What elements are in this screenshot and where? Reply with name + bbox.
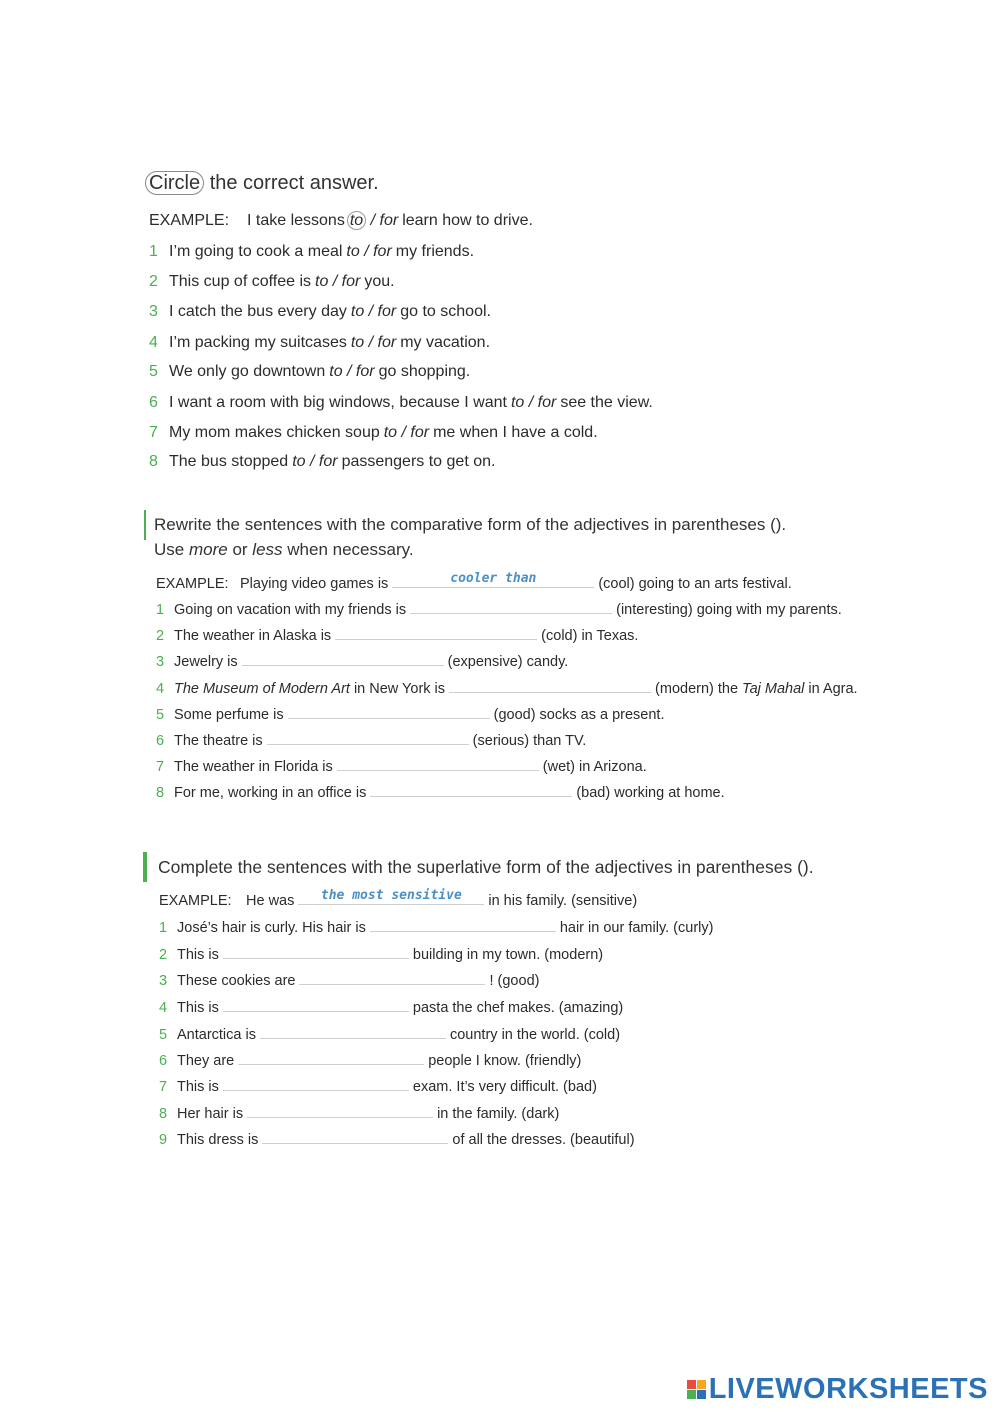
question-text-end: building in my town. (modern)	[412, 947, 604, 963]
answer-blank[interactable]	[335, 625, 537, 640]
question-number: 2	[149, 273, 158, 290]
question-row	[149, 363, 470, 381]
answer-choice[interactable]: to / for	[315, 273, 361, 290]
question-text: Going on vacation with my friends is	[174, 602, 407, 618]
section2-title-line2	[154, 540, 414, 560]
question-number: 6	[156, 733, 165, 749]
question-text-end: (wet) in Arizona.	[542, 759, 647, 775]
question-text: I’m packing my suitcases	[169, 334, 347, 351]
answer-choice[interactable]: to / for	[350, 334, 397, 351]
section3-title: Complete the sentences with the superlative form of the adjectives in parentheses ().	[158, 857, 814, 877]
question-text: Jewelry is	[174, 654, 238, 670]
answer-blank[interactable]	[238, 1050, 424, 1065]
example-label: EXAMPLE:	[149, 212, 230, 229]
question-text-end: exam. It’s very difficult. (bad)	[412, 1079, 597, 1095]
question-text-end: go shopping.	[378, 363, 471, 380]
example-text-end: learn how to drive.	[402, 212, 533, 229]
example-answer-blank	[298, 890, 484, 905]
question-text: in New York is	[353, 681, 446, 697]
answer-blank[interactable]	[267, 730, 469, 745]
question-row	[149, 243, 474, 261]
example-answer-blank	[392, 573, 594, 588]
question-row	[149, 273, 395, 291]
example-text-end: (cool) going to an arts festival.	[598, 576, 792, 592]
example-row	[149, 212, 533, 230]
question-text-end: my vacation.	[400, 334, 491, 351]
question-text-end: me when I have a cold.	[433, 424, 598, 441]
example-answer: cooler than	[450, 571, 537, 586]
example-choice-rest: / for	[370, 212, 399, 229]
logo-square	[697, 1380, 706, 1389]
question-row	[159, 1129, 635, 1148]
section1-title	[145, 172, 379, 195]
question-number: 7	[159, 1079, 168, 1095]
answer-blank[interactable]	[223, 944, 409, 959]
question-text-end: go to school.	[400, 303, 491, 320]
question-text-end: people I know. (friendly)	[428, 1053, 582, 1069]
question-text-end: (cold) in Texas.	[541, 628, 639, 644]
question-text-end: (expensive) candy.	[447, 654, 569, 670]
question-text-end: hair in our family. (curly)	[559, 920, 714, 936]
question-number: 8	[159, 1106, 168, 1122]
title-word: when necessary.	[287, 540, 414, 559]
question-number: 8	[149, 453, 158, 470]
question-row	[159, 1103, 559, 1122]
question-text: The weather in Alaska is	[174, 628, 332, 644]
question-text: This is	[177, 1079, 219, 1095]
question-number: 2	[159, 947, 168, 963]
question-number: 6	[149, 394, 158, 411]
question-number: 4	[149, 334, 158, 351]
question-row	[156, 704, 664, 723]
question-text-end: ! (good)	[489, 973, 540, 989]
question-row	[156, 730, 586, 749]
question-row	[149, 424, 598, 442]
example-label: EXAMPLE:	[156, 576, 229, 592]
question-row	[156, 625, 638, 644]
answer-blank[interactable]	[262, 1129, 448, 1144]
answer-blank[interactable]	[449, 678, 651, 693]
question-number: 8	[156, 785, 165, 801]
question-text: Her hair is	[177, 1106, 244, 1122]
question-number: 3	[149, 303, 158, 320]
question-text: They are	[177, 1053, 235, 1069]
section2-title-line1: Rewrite the sentences with the comparative form of the adjectives in parentheses ().	[154, 515, 787, 534]
question-number: 3	[159, 973, 168, 989]
section-marker	[143, 852, 147, 882]
example-row	[159, 890, 637, 909]
answer-blank[interactable]	[223, 997, 409, 1012]
example-text-end: in his family. (sensitive)	[488, 893, 638, 909]
logo-square	[697, 1390, 706, 1399]
question-row	[149, 334, 490, 352]
answer-blank[interactable]	[410, 599, 612, 614]
question-text-end: (good) socks as a present.	[493, 707, 665, 723]
question-number: 4	[159, 1000, 168, 1016]
question-number: 9	[159, 1132, 168, 1148]
example-text: He was	[246, 893, 295, 909]
answer-blank[interactable]	[260, 1024, 446, 1039]
answer-choice[interactable]: to / for	[383, 424, 430, 441]
answer-blank[interactable]	[370, 782, 572, 797]
question-text: Antarctica is	[177, 1027, 256, 1043]
title-text: the correct answer.	[209, 172, 379, 194]
liveworksheets-logo[interactable]	[687, 1373, 988, 1406]
question-number: 1	[156, 602, 165, 618]
question-row	[156, 651, 568, 670]
logo-square	[687, 1380, 696, 1389]
answer-blank[interactable]	[242, 651, 444, 666]
question-text: This dress is	[177, 1132, 259, 1148]
question-text: This is	[177, 1000, 219, 1016]
example-text: Playing video games is	[240, 576, 389, 592]
question-text: My mom makes chicken soup	[169, 424, 380, 441]
question-text: I catch the bus every day	[169, 303, 347, 320]
question-text-end: (bad) working at home.	[576, 785, 725, 801]
question-number: 2	[156, 628, 165, 644]
title-circled-word: Circle	[145, 171, 204, 195]
question-text-italic: Taj Mahal	[742, 681, 805, 697]
answer-choice[interactable]: to / for	[350, 303, 397, 320]
answer-choice[interactable]: to / for	[329, 363, 375, 380]
question-text-end: pasta the chef makes. (amazing)	[412, 1000, 624, 1016]
answer-blank[interactable]	[337, 756, 539, 771]
logo-square	[687, 1390, 696, 1399]
question-text-end: (interesting) going with my parents.	[616, 602, 842, 618]
question-text: We only go downtown	[169, 363, 326, 380]
question-number: 1	[159, 920, 168, 936]
example-row	[156, 573, 792, 592]
example-label: EXAMPLE:	[159, 893, 232, 909]
example-choice	[347, 212, 398, 230]
question-row	[156, 782, 725, 801]
question-text: The weather in Florida is	[174, 759, 333, 775]
question-text: For me, working in an office is	[174, 785, 367, 801]
question-text-end: in the family. (dark)	[437, 1106, 560, 1122]
question-number: 7	[156, 759, 165, 775]
answer-choice[interactable]: to / for	[510, 394, 557, 411]
question-number: 5	[149, 363, 158, 380]
title-word-more: more	[188, 540, 228, 559]
question-row	[156, 678, 858, 697]
question-row	[159, 917, 713, 936]
question-row	[156, 599, 842, 618]
question-text-end: see the view.	[560, 394, 653, 411]
question-row	[159, 1024, 620, 1043]
logo-text: LIVEWORKSHEETS	[708, 1373, 988, 1405]
question-text-end: (serious) than TV.	[472, 733, 587, 749]
question-row	[159, 944, 603, 963]
section-marker	[144, 510, 146, 540]
answer-choice[interactable]: to / for	[292, 453, 338, 470]
answer-blank[interactable]	[223, 1076, 409, 1091]
question-text-italic: The Museum of Modern Art	[174, 681, 350, 697]
example-circled-choice: to	[347, 211, 366, 230]
question-text: The bus stopped	[169, 453, 289, 470]
question-number: 5	[156, 707, 165, 723]
logo-mark-icon	[687, 1380, 706, 1399]
question-number: 4	[156, 681, 165, 697]
question-number: 3	[156, 654, 165, 670]
question-row	[156, 756, 647, 775]
question-text: I’m going to cook a meal	[169, 243, 343, 260]
question-row	[159, 970, 539, 989]
question-text-end: my friends.	[395, 243, 475, 260]
question-number: 7	[149, 424, 158, 441]
question-row	[159, 1050, 581, 1069]
title-word: Use	[154, 540, 185, 559]
question-text: Some perfume is	[174, 707, 284, 723]
title-word-less: less	[252, 540, 283, 559]
answer-blank[interactable]	[370, 917, 556, 932]
question-text: José’s hair is curly. His hair is	[177, 920, 366, 936]
question-number: 1	[149, 243, 158, 260]
example-answer: the most sensitive	[320, 888, 462, 903]
answer-blank[interactable]	[288, 704, 490, 719]
question-text-end: of all the dresses. (beautiful)	[452, 1132, 635, 1148]
question-row	[149, 394, 653, 412]
answer-blank[interactable]	[247, 1103, 433, 1118]
question-text: The theatre is	[174, 733, 263, 749]
question-text-end: passengers to get on.	[341, 453, 496, 470]
question-text: These cookies are	[177, 973, 296, 989]
example-text: I take lessons	[247, 212, 345, 229]
answer-choice[interactable]: to / for	[346, 243, 392, 260]
question-row	[159, 997, 623, 1016]
title-word: or	[232, 540, 248, 559]
question-number: 6	[159, 1053, 168, 1069]
question-text: I want a room with big windows, because I want	[169, 394, 507, 411]
question-row	[149, 453, 495, 471]
question-text: This cup of coffee is	[169, 273, 311, 290]
question-text-end: in Agra.	[808, 681, 858, 697]
question-number: 5	[159, 1027, 168, 1043]
question-text: This is	[177, 947, 219, 963]
question-row	[159, 1076, 597, 1095]
question-text-end: (modern) the	[655, 681, 739, 697]
question-text-end: you.	[364, 273, 395, 290]
question-row	[149, 303, 491, 321]
answer-blank[interactable]	[299, 970, 485, 985]
question-text-end: country in the world. (cold)	[449, 1027, 621, 1043]
